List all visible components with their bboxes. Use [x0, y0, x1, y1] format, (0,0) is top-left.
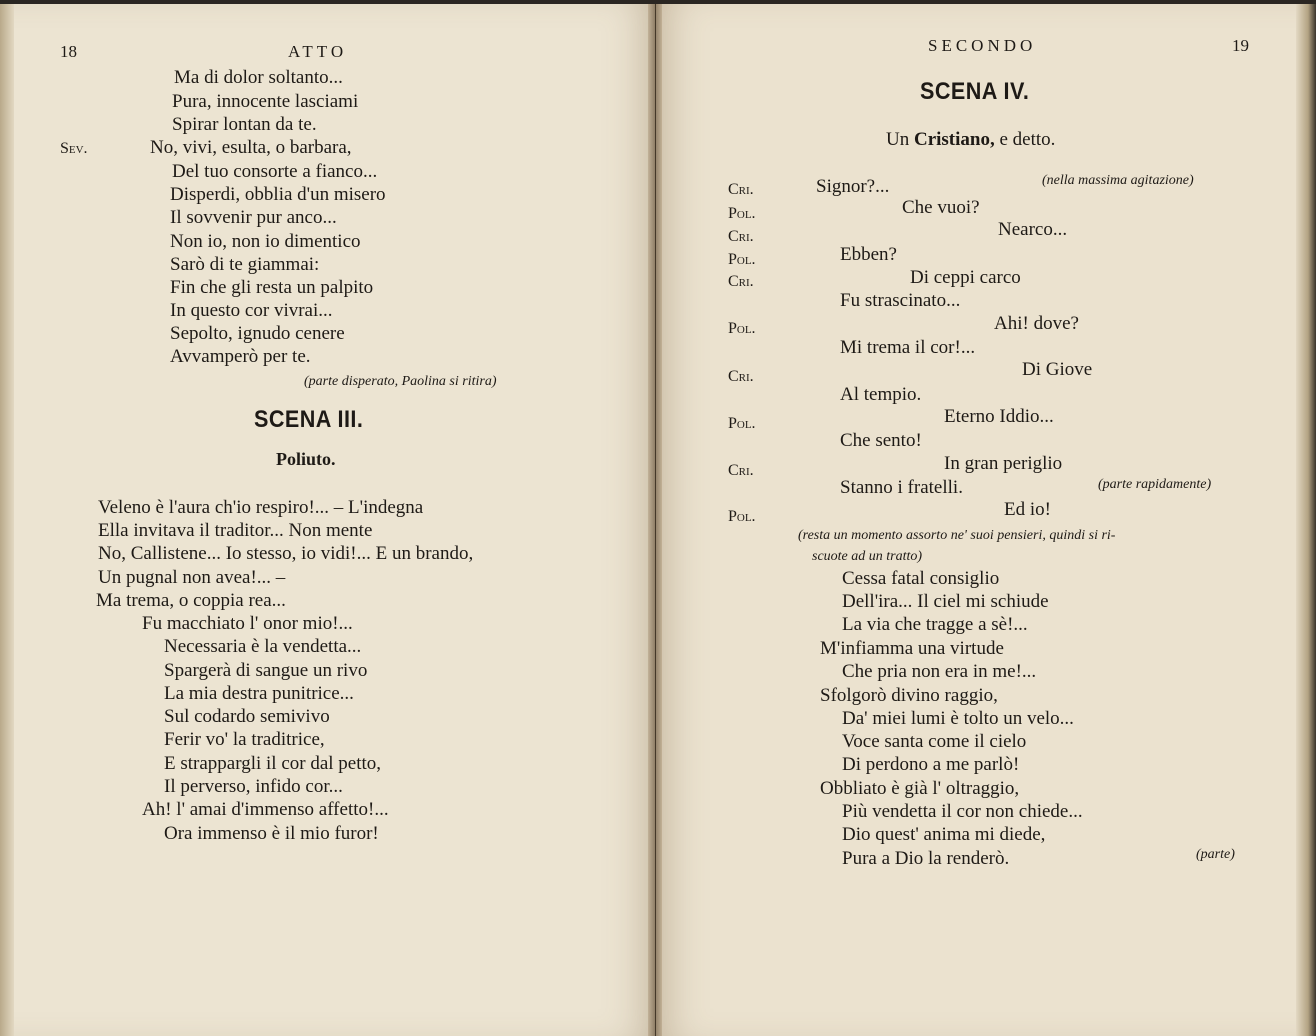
verse-line: Disperdi, obblia d'un misero — [170, 184, 386, 205]
page-edge-left — [0, 4, 14, 1036]
verse-line: La mia destra punitrice... — [164, 683, 354, 704]
verse-line: Dell'ira... Il ciel mi schiude — [842, 591, 1049, 612]
verse-line: Spirar lontan da te. — [172, 114, 317, 135]
stage-direction: (nella massima agitazione) — [1042, 173, 1194, 188]
verse-line: Di perdono a me parlò! — [842, 754, 1020, 775]
verse-line: Il sovvenir pur anco... — [170, 207, 337, 228]
stage-direction: scuote ad un tratto) — [812, 549, 923, 564]
verse-line: Avvamperò per te. — [170, 346, 311, 367]
dialogue-line: Che vuoi? — [902, 197, 980, 218]
right-page — [656, 4, 1308, 1036]
verse-line: Ma di dolor soltanto... — [174, 67, 343, 88]
speaker-label: Cri. — [728, 228, 754, 245]
dialogue-line: Che sento! — [840, 430, 922, 451]
stage-direction: (parte) — [1196, 847, 1235, 862]
intro-suffix: e detto. — [999, 129, 1056, 150]
character-name: Poliuto. — [276, 449, 336, 469]
verse-line: E strappargli il cor dal petto, — [164, 753, 382, 774]
verse-line: Spargerà di sangue un rivo — [164, 660, 368, 681]
verse-line: Dio quest' anima mi diede, — [842, 824, 1046, 845]
scene-title: SCENA IV. — [920, 78, 1030, 105]
verse-line: Fu macchiato l' onor mio!... — [142, 613, 353, 634]
verse-line: Il perverso, infido cor... — [164, 776, 343, 797]
verse-line: Non io, non io dimentico — [170, 231, 361, 252]
verse-line: Pura a Dio la renderò. — [842, 848, 1010, 869]
dialogue-line: Al tempio. — [840, 384, 922, 405]
speaker-label: Pol. — [728, 205, 756, 222]
running-header-left: ATTO — [288, 42, 348, 61]
verse-line: Fin che gli resta un palpito — [170, 277, 374, 298]
verse-line: Necessaria è la vendetta... — [164, 636, 362, 657]
verse-line: Ferir vo' la traditrice, — [164, 729, 325, 750]
verse-line: Veleno è l'aura ch'io respiro!... – L'indegna — [98, 497, 424, 518]
dialogue-line: Nearco... — [998, 219, 1068, 240]
scene-title: SCENA III. — [254, 406, 364, 433]
speaker-label: Cri. — [728, 368, 754, 385]
dialogue-line: Stanno i fratelli. — [840, 477, 963, 498]
dialogue-line: Ed io! — [1004, 499, 1051, 520]
verse-line: Cessa fatal consiglio — [842, 568, 1000, 589]
page-edge-right — [1296, 4, 1316, 1036]
intro-character: Cristiano, — [913, 129, 995, 150]
verse-line: Obbliato è già l' oltraggio, — [820, 778, 1020, 799]
stage-direction: (resta un momento assorto ne' suoi pensieri, quindi si ri- — [798, 528, 1116, 543]
dialogue-line: In gran periglio — [944, 453, 1063, 474]
verse-line: Sepolto, ignudo cenere — [170, 323, 345, 344]
stage-direction: (parte disperato, Paolina si ritira) — [304, 374, 497, 389]
verse-line: Ma trema, o coppia rea... — [96, 590, 286, 611]
speaker-label: Sev. — [60, 140, 88, 157]
running-header-right: SECONDO — [928, 36, 1037, 55]
scene-intro — [886, 128, 1055, 151]
left-page — [0, 4, 655, 1036]
verse-line: Sarò di te giammai: — [170, 254, 320, 275]
speaker-label: Cri. — [728, 181, 754, 198]
verse-line: No, vivi, esulta, o barbara, — [150, 137, 352, 158]
verse-line: Ella invitava il traditor... Non mente — [98, 520, 373, 541]
speaker-label: Cri. — [728, 462, 754, 479]
verse-line: Sul codardo semivivo — [164, 706, 330, 727]
dialogue-line: Ebben? — [840, 244, 897, 265]
dialogue-line: Eterno Iddio... — [944, 406, 1054, 427]
speaker-label: Pol. — [728, 251, 756, 268]
verse-line: In questo cor vivrai... — [170, 300, 333, 321]
verse-line: Voce santa come il cielo — [842, 731, 1027, 752]
dialogue-line: Signor?... — [816, 176, 890, 197]
verse-line: Del tuo consorte a fianco... — [172, 161, 378, 182]
dialogue-line: Fu strascinato... — [840, 290, 961, 311]
speaker-label: Pol. — [728, 320, 756, 337]
dialogue-line: Di Giove — [1022, 359, 1093, 380]
verse-line: Più vendetta il cor non chiede... — [842, 801, 1083, 822]
verse-line: Ora immenso è il mio furor! — [164, 823, 379, 844]
stage-direction: (parte rapidamente) — [1098, 477, 1212, 492]
book-gutter — [648, 4, 662, 1036]
page-number-left: 18 — [60, 42, 77, 61]
verse-line: Che pria non era in me!... — [842, 661, 1037, 682]
dialogue-line: Mi trema il cor!... — [840, 337, 976, 358]
verse-line: Pura, innocente lasciami — [172, 91, 359, 112]
verse-line: Un pugnal non avea!... – — [98, 567, 286, 588]
speaker-label: Pol. — [728, 415, 756, 432]
speaker-label: Pol. — [728, 508, 756, 525]
verse-line: La via che tragge a sè!... — [842, 614, 1028, 635]
verse-line: No, Callistene... Io stesso, io vidi!... E un brando, — [98, 543, 474, 564]
verse-line: Da' miei lumi è tolto un velo... — [842, 708, 1074, 729]
intro-prefix: Un — [886, 129, 910, 150]
verse-line: Ah! l' amai d'immenso affetto!... — [142, 799, 389, 820]
dialogue-line: Di ceppi carco — [910, 267, 1021, 288]
speaker-label: Cri. — [728, 273, 754, 290]
page-number-right: 19 — [1232, 36, 1249, 55]
verse-line: Sfolgorò divino raggio, — [820, 685, 998, 706]
verse-line: M'infiamma una virtude — [820, 638, 1004, 659]
dialogue-line: Ahi! dove? — [994, 313, 1079, 334]
